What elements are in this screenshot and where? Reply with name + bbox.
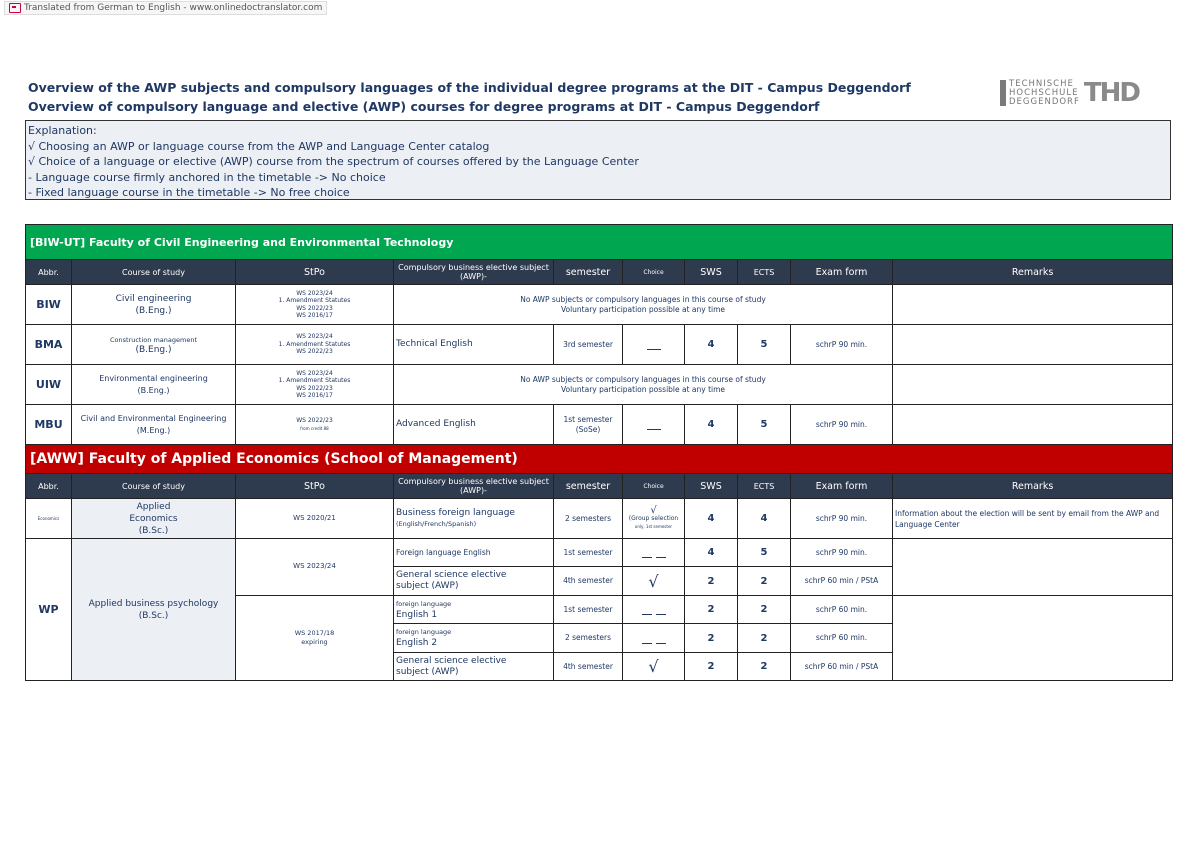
table-row: UIW Environmental engineering (B.Eng.) WS 2023/24 1. Amendment Statutes WS 2022/23 WS 2016/17 No AWP subjects or compulsory languages in this course of study Voluntary participation possible at any time [26,365,1173,405]
table-row: Economics Applied Economics (B.Sc.) WS 2020/21 Business foreign language (English/French/Spanish) 2 semesters √ (Group selection only, 1st semester 4 4 schrP 90 min. Information about the election will be sent by email from the AWP and Language Center [26,499,1173,539]
dash-icon [642,557,652,558]
explanation-line: - Fixed language course in the timetable -> No free choice [28,186,350,199]
table-row: WS 2017/18 expiring foreign language English 1 1st semester 2 2 schrP 60 min. [26,596,1173,624]
table-row: BMA Construction management (B.Eng.) WS 2023/24 1. Amendment Statutes WS 2022/23 Technical English 3rd semester 4 5 schrP 90 min. [26,325,1173,365]
table-row: General science elective subject (AWP) 4th semester √ 2 2 schrP 60 min / PStA [26,653,1173,681]
table-header-row: Abbr. Course of study StPo Compulsory business elective subject (AWP)- semester Choice SWS ECTS Exam form Remarks [26,474,1173,499]
title-line-2: Overview of compulsory language and elective (AWP) courses for degree programs at DIT - Campus Deggendorf [28,99,820,114]
faculty-header-biw: [BIW-UT] Faculty of Civil Engineering and Environmental Technology [26,225,1173,260]
explanation-line: - Language course firmly anchored in the timetable -> No choice [28,170,386,184]
thd-logo [1000,78,1150,108]
table-row: BIW Civil engineering (B.Eng.) WS 2023/24 1. Amendment Statutes WS 2022/23 WS 2016/17 No AWP subjects or compulsory languages in this course of study Voluntary participation possible at any time [26,285,1173,325]
check-icon: √ [650,504,657,516]
dash-icon [647,349,661,350]
translate-icon [9,3,21,13]
explanation-line: √ Choice of a language or elective (AWP) course from the spectrum of courses offered by the Language Center [28,155,639,168]
explanation-box [25,120,1171,200]
table-row: foreign language English 2 2 semesters 2 2 schrP 60 min. [26,624,1173,653]
dash-icon [642,643,652,644]
table-row: WP Applied business psychology (B.Sc.) WS 2023/24 Foreign language English 1st semester 4 5 schrP 90 min. [26,539,1173,567]
logo-bar-icon [1000,80,1006,106]
dash-icon [642,614,652,615]
check-icon: √ [623,567,685,596]
logo-text: TECHNISCHE HOCHSCHULE DEGGENDORF [1009,78,1080,107]
title-line-1: Overview of the AWP subjects and compulsory languages of the individual degree programs at the DIT - Campus Deggendorf [28,80,911,95]
table-header-row: Abbr. Course of study StPo Compulsory business elective subject (AWP)- semester Choice SWS ECTS Exam form Remarks [26,260,1173,285]
check-icon: √ [623,653,685,681]
explanation-line: √ Choosing an AWP or language course from the AWP and Language Center catalog [28,139,490,153]
table-row: General science elective subject (AWP) 4th semester √ 2 2 schrP 60 min / PStA [26,567,1173,596]
dash-icon [656,557,666,558]
dash-icon [656,643,666,644]
translation-banner[interactable] [4,1,327,15]
dash-icon [656,614,666,615]
table-row: MBU Civil and Environmental Engineering (M.Eng.) WS 2022/23 from credit 88 Advanced English 1st semester (SoSe) 4 5 schrP 90 min. [26,405,1173,445]
dash-icon [647,429,661,430]
explanation-heading: Explanation: [28,124,97,137]
course-table [25,224,1173,681]
faculty-header-aww: [AWW] Faculty of Applied Economics (School of Management) [26,445,1173,474]
banner-text: Translated from German to English - www.onlinedoctranslator.com [24,3,323,13]
logo-mark: THD [1083,78,1139,108]
